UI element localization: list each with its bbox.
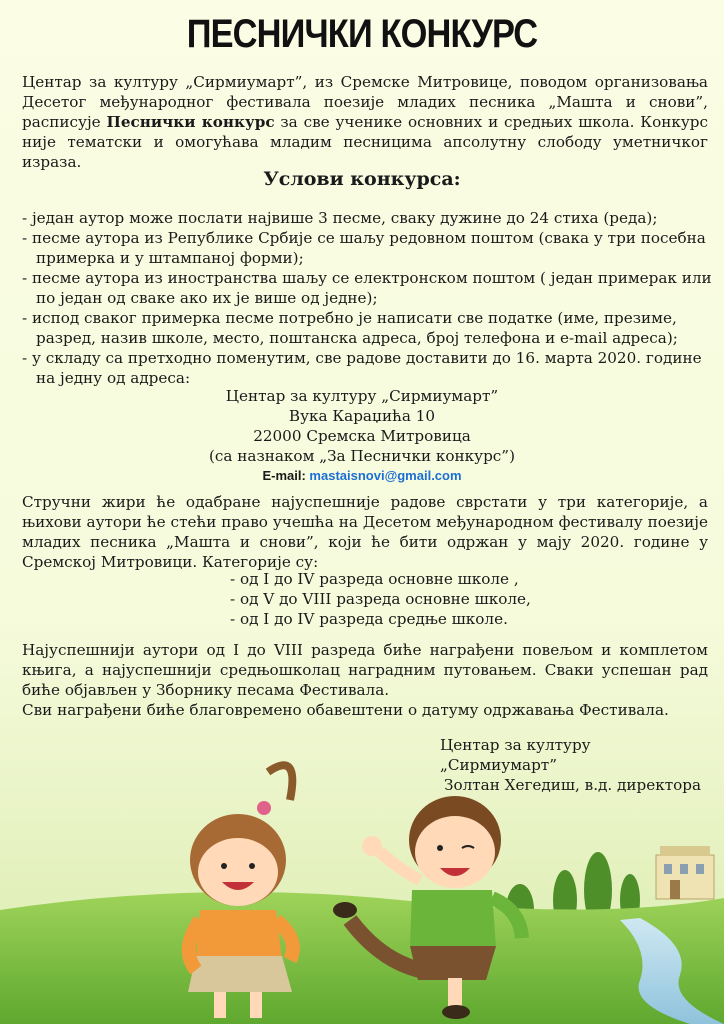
signature-name: Золтан Хегедиш, в.д. директора xyxy=(444,776,702,794)
signature-org: Центар за културу „Сирмиумарт” xyxy=(440,736,591,774)
condition-item: - песме аутора из иностранства шаљу се електронском поштом ( један примерак или по један од сваке ако их је више од једне); xyxy=(22,269,712,307)
grass-field xyxy=(0,892,724,1024)
intro-paragraph xyxy=(22,72,708,172)
conditions-heading: Услови конкурса: xyxy=(263,168,461,190)
email-line xyxy=(0,466,724,486)
category-item: - од I до IV разреда средње школе. xyxy=(230,610,508,628)
jury-paragraph: Стручни жири ће одабране најуспешније радове сврстати у три категорије, а њихови аутори ће стећи право учешћа на Десетом међународном фестивалу поезије младих песника „Машта и снови”, који ће бити одржан у мају 2020. године у Сремској Митровици. Категорије су: xyxy=(22,493,708,571)
intro-text-bold: Песнички конкурс xyxy=(106,113,275,131)
condition-item: - у складу са претходно поменутим, све радове доставити до 16. марта 2020. године на једну од адреса: xyxy=(22,349,702,387)
girl-illustration xyxy=(188,765,293,1018)
conditions-list xyxy=(22,208,712,388)
intro-text-after: за све ученике основних и средњих школа. Конкурс није тематски и омогућава младим песницима апсолутну слободу уметничког израза. xyxy=(22,113,708,171)
category-item: - од I до IV разреда основне школе , xyxy=(230,570,519,588)
landscape-illustration xyxy=(0,760,724,1024)
address-line: 22000 Сремска Митровица xyxy=(253,427,471,445)
postal-address xyxy=(0,386,724,486)
condition-item: - један аутор може послати највише 3 песме, сваку дужине до 24 стиха (реда); xyxy=(22,209,658,227)
notice-paragraph: Сви награђени биће благовремено обавештени о датуму одржавања Фестивала. xyxy=(22,701,669,719)
house-icon xyxy=(656,846,714,899)
category-item: - од V до VIII разреда основне школе, xyxy=(230,590,531,608)
email-label: E-mail: xyxy=(262,468,306,483)
condition-item: - песме аутора из Републике Србије се шаљу редовном поштом (свака у три посебна примерка и у штампаној форми); xyxy=(22,229,706,267)
awards-paragraph: Најуспешнији аутори од I до VIII разреда биће награђени повељом и комплетом књига, а најуспешнији средњошколац наградним путовањем. Сваки успешан рад биће објављен у Зборнику песама Фестивала. xyxy=(22,641,708,699)
address-line: Вука Караџића 10 xyxy=(288,407,436,425)
condition-item: - испод сваког примерка песме потребно је написати све податке (име, презиме, разред, назив школе, место, поштанска адреса, број телефона и e-mail адреса); xyxy=(22,309,678,347)
address-line: (са назнаком „За Песнички конкурс”) xyxy=(208,447,515,465)
address-line: Центар за културу „Сирмиумарт” xyxy=(225,387,499,405)
page-title: ПЕСНИЧКИ КОНКУРС xyxy=(186,12,538,56)
email-link[interactable]: mastaisnovi@gmail.com xyxy=(309,468,462,483)
intro-text-before: Центар за културу „Сирмиумарт”, из Сремске Митровице, поводом организовања Десетог међународног фестивала поезије младих песника „Машта и снови”, расписује xyxy=(22,73,708,131)
categories-list xyxy=(230,569,531,629)
